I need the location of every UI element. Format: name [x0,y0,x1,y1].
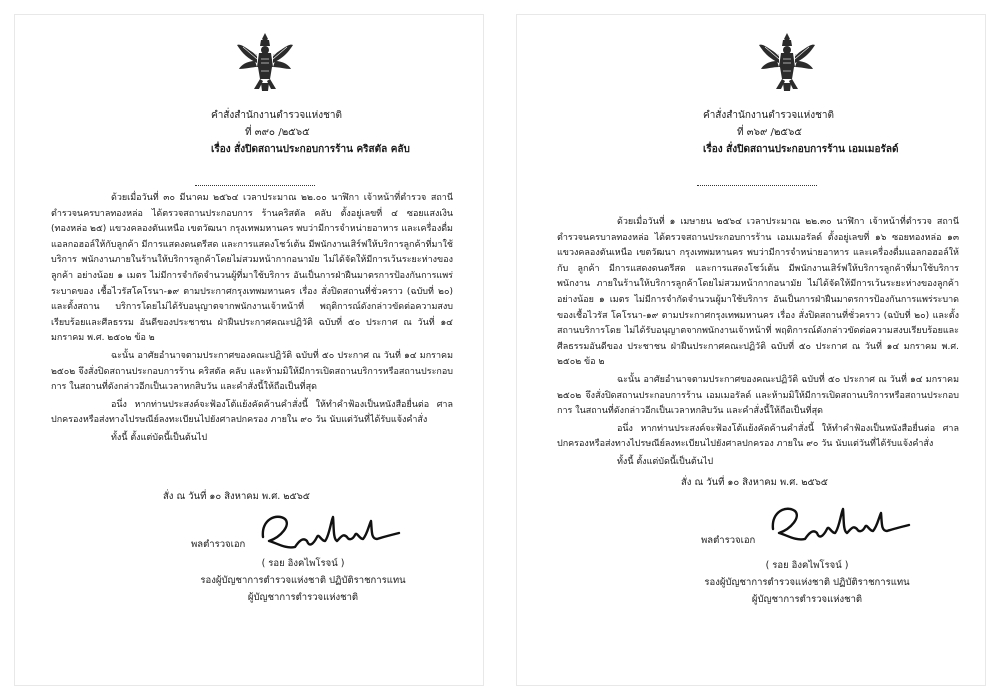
order-body [51,191,453,449]
signature-block [697,557,917,608]
paragraph-closing: ทั้งนี้ ตั้งแต่บัดนี้เป็นต้นไป [617,456,714,467]
paragraph-order: ฉะนั้น อาศัยอำนาจตามประกาศของคณะปฏิวัติ ฉบับที่ ๕๐ ประกาศ ณ วันที่ ๑๔ มกราคม ๒๕๐๒ จึงสั่งปิดสถานประกอบการร้าน เอมเมอรัลด์ และห้ามมิให้มีการเปิดสถานบริการหรือสถานประกอบการ ในสถานที่ดังกล่าวอีกเป็นเวลาหกสิบวัน และคำสั่งนี้ให้ถือเป็นที่สุด [557,374,959,417]
paragraph-appeal: อนึ่ง หากท่านประสงค์จะฟ้องโต้แย้งคัดค้านคำสั่งนี้ ให้ทำคำฟ้องเป็นหนังสือยื่นต่อ ศาลปกครองหรือส่งทางไปรษณีย์ลงทะเบียนไปยังศาลปกครอง ภายใน ๙๐ วัน นับแต่วันที่ได้รับแจ้งคำสั่ง [557,423,959,450]
signer-rank: พลตำรวจเอก [191,539,246,550]
header-divider [697,185,817,186]
order-header [703,107,963,158]
handwritten-signature [765,499,915,549]
signer-title: รองผู้บัญชาการตำรวจแห่งชาติ ปฏิบัติราชการแทน [200,575,406,586]
signer-title-on-behalf: ผู้บัญชาการตำรวจแห่งชาติ [751,594,863,605]
order-number: ที่ ๓๖๙ /๒๕๖๕ [737,127,802,138]
paragraph-facts: ด้วยเมื่อวันที่ ๓๐ มีนาคม ๒๕๖๔ เวลาประมาณ ๒๒.๐๐ นาฬิกา เจ้าหน้าที่ตำรวจ สถานีตำรวจนครบาลทองหล่อ ได้ตรวจสถานประกอบการ ร้านคริสตัล คลับ ตั้งอยู่เลขที่ ๔ ซอยแสงเงิน (ทองหล่อ ๒๕) แขวงคลองตันเหนือ เขตวัฒนา กรุงเทพมหานคร พบว่ามีการจำหน่ายอาหาร และเครื่องดื่ม แอลกอฮอล์ให้กับลูกค้า มีการแสดงดนตรีสด และการแสดงโชว์เต้น มีพนักงานเสิร์ฟให้บริการลูกค้าที่มาใช้ บริการ พนักงานภายในร้านให้บริการลูกค้าโดยไม่สวมหน้ากากอนามัย ไม่ได้จัดให้มีการเว้นระยะห่างของลูกค้า อย่างน้อย ๑ เมตร ไม่มีการจำกัดจำนวนผู้ที่มาใช้บริการ อันเป็นการฝ่าฝืนมาตรการป้องกันการแพร่ระบาดของ เชื้อไวรัสโคโรนา-๑๙ ตามประกาศกรุงเทพมหานคร เรื่อง สั่งปิดสถานที่ชั่วคราว (ฉบับที่ ๒๐) และตั้งสถาน บริการโดยไม่ได้รับอนุญาตจากพนักงานเจ้าหน้าที่ พฤติการณ์ดังกล่าวขัดต่อความสงบเรียบร้อยและศีลธรรม อันดีของประชาชน ฝ่าฝืนประกาศคณะปฏิวัติ ฉบับที่ ๕๐ ประกาศ ณ วันที่ ๑๔ มกราคม พ.ศ. ๒๕๐๒ ข้อ ๒ [51,193,453,344]
signature-block [193,555,413,606]
paragraph-order: ฉะนั้น อาศัยอำนาจตามประกาศของคณะปฏิวัติ ฉบับที่ ๕๐ ประกาศ ณ วันที่ ๑๔ มกราคม ๒๕๐๒ จึงสั่งปิดสถานประกอบการร้าน คริสตัล คลับ และห้ามมิให้มีการเปิดสถานบริการหรือสถานประกอบการ ในสถานที่ดังกล่าวอีกเป็นเวลาหกสิบวัน และคำสั่งนี้ให้ถือเป็นที่สุด [51,350,453,393]
signer-title: รองผู้บัญชาการตำรวจแห่งชาติ ปฏิบัติราชการแทน [704,577,910,588]
garuda-emblem-icon [235,31,295,93]
order-subject: เรื่อง สั่งปิดสถานประกอบการร้าน เอมเมอรัลด์ [703,144,899,155]
signer-name: ( รอย อิงคไพโรจน์ ) [261,558,345,569]
order-date: สั่ง ณ วันที่ ๑๐ สิงหาคม พ.ศ. ๒๕๖๕ [681,477,828,488]
issuing-office: คำสั่งสำนักงานตำรวจแห่งชาติ [703,110,835,121]
order-body [557,215,959,473]
signer-rank: พลตำรวจเอก [701,535,756,546]
order-document-left [14,14,484,686]
order-subject: เรื่อง สั่งปิดสถานประกอบการร้าน คริสตัล คลับ [211,144,410,155]
signer-title-on-behalf: ผู้บัญชาการตำรวจแห่งชาติ [247,592,359,603]
garuda-emblem-icon [757,31,817,93]
header-divider [195,185,315,186]
order-date: สั่ง ณ วันที่ ๑๐ สิงหาคม พ.ศ. ๒๕๖๕ [163,491,310,502]
paragraph-closing: ทั้งนี้ ตั้งแต่บัดนี้เป็นต้นไป [111,432,208,443]
paragraph-appeal: อนึ่ง หากท่านประสงค์จะฟ้องโต้แย้งคัดค้านคำสั่งนี้ ให้ทำคำฟ้องเป็นหนังสือยื่นต่อ ศาลปกครองหรือส่งทางไปรษณีย์ลงทะเบียนไปยังศาลปกครอง ภายใน ๙๐ วัน นับแต่วันที่ได้รับแจ้งคำสั่ง [51,399,453,426]
signer-name: ( รอย อิงคไพโรจน์ ) [765,560,849,571]
paragraph-facts: ด้วยเมื่อวันที่ ๑ เมษายน ๒๕๖๔ เวลาประมาณ ๒๒.๓๐ นาฬิกา เจ้าหน้าที่ตำรวจ สถานีตำรวจนครบาลทองหล่อ ได้ตรวจสถานประกอบการร้าน เอมเมอรัลด์ ตั้งอยู่เลขที่ ๑๖ ซอยทองหล่อ ๑๓ แขวงคลองตันเหนือ เขตวัฒนา กรุงเทพมหานคร พบว่ามีการจำหน่ายอาหาร และเครื่องดื่มแอลกอฮอล์ให้กับ ลูกค้า มีการแสดงดนตรีสด และการแสดงโชว์เต้น มีพนักงานเสิร์ฟให้บริการลูกค้าที่มาใช้บริการ พนักงาน ภายในร้านให้บริการลูกค้าโดยไม่สวมหน้ากากอนามัย ไม่ได้จัดให้มีการเว้นระยะห่างของลูกค้าอย่างน้อย ๑ เมตร ไม่มีการจำกัดจำนวนผู้มาใช้บริการ อันเป็นการฝ่าฝืนมาตรการป้องกันการแพร่ระบาดของเชื้อไวรัส โคโรนา-๑๙ ตามประกาศกรุงเทพมหานคร เรื่อง สั่งปิดสถานที่ชั่วคราว (ฉบับที่ ๒๐) และตั้งสถานบริการโดย ไม่ได้รับอนุญาตจากพนักงานเจ้าหน้าที่ พฤติการณ์ดังกล่าวขัดต่อความสงบเรียบร้อยและศีลธรรมอันดีของ ประชาชน ฝ่าฝืนประกาศคณะปฏิวัติ ฉบับที่ ๕๐ ประกาศ ณ วันที่ ๑๔ มกราคม พ.ศ. ๒๕๐๒ ข้อ ๒ [557,217,959,368]
order-document-right [516,14,986,686]
order-number: ที่ ๓๙๐ /๒๕๖๕ [245,127,310,138]
order-header [211,107,471,158]
handwritten-signature [255,507,405,557]
issuing-office: คำสั่งสำนักงานตำรวจแห่งชาติ [211,110,343,121]
